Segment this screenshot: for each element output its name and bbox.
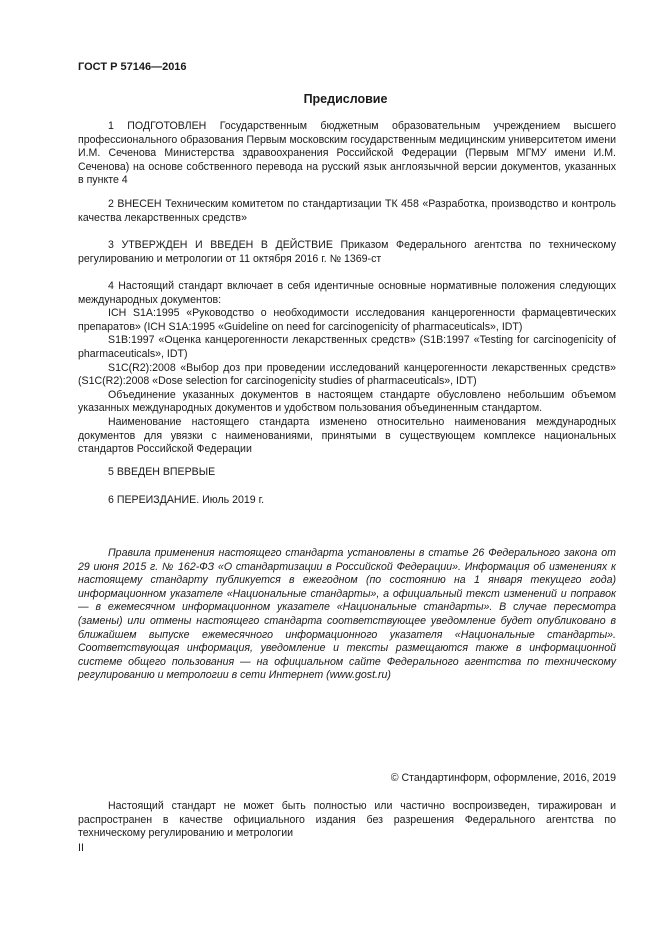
- section-4: [78, 280, 616, 457]
- rules-note: [78, 547, 616, 683]
- section-2: [78, 198, 616, 225]
- section-6: [78, 494, 616, 508]
- section-4-item-3: S1C(R2):2008 «Выбор доз при проведении исследований канцерогенности лекарственных средств» (S1C(R2):2008 «Dose selection for carcinogenicity studies of pharmaceuticals», IDT): [78, 361, 616, 388]
- rules-note-text: Правила применения настоящего стандарта установлены в статье 26 Федерального закона от 29 июня 2015 г. № 162-ФЗ «О стандартизации в Российской Федерации». Информация об изменениях к настоящему стандарту публикуется в ежегодном (по состоянию на 1 января текущего года) информационном указателе «Национальные стандарты», а официальный текст изменений и поправок — в ежемесячном информационном указателе «Национальные стандарты». В случае пересмотра (замены) или отмены настоящего стандарта соответствующее уведомление будет опубликовано в ближайшем выпуске ежемесячного информационного указателя «Национальные стандарты». Соответствующая информация, уведомление и тексты размещаются также в информационной системе общего пользования — на официальном сайте Федерального агентства по техническому регулированию и метрологии в сети Интернет (www.gost.ru): [78, 547, 616, 682]
- section-5: [78, 466, 616, 480]
- section-4-item-1: ICH S1A:1995 «Руководство о необходимости исследования канцерогенности фармацевтических препаратов» (ICH S1A:1995 «Guideline on need for carcinogenicity of pharmaceuticals», IDT): [78, 307, 616, 333]
- page-title: Предисловие: [303, 92, 388, 106]
- section-4-item-2: S1B:1997 «Оценка канцерогенности лекарственных средств» (S1B:1997 «Testing for carcinogenicity of pharmaceuticals», IDT): [78, 334, 616, 360]
- section-4-para-2: Наименование настоящего стандарта изменено относительно наименования международных документов для увязки с наименованиями, принятыми в существующем комплексе национальных стандартов Российской Федерации: [78, 415, 616, 456]
- section-5-text: 5 ВВЕДЕН ВПЕРВЫЕ: [108, 466, 216, 478]
- section-2-text: 2 ВНЕСЕН Техническим комитетом по стандартизации ТК 458 «Разработка, производство и контроль качества лекарственных средств»: [78, 198, 616, 224]
- document-id: ГОСТ Р 57146—2016: [78, 61, 187, 73]
- reproduction-note-text: Настоящий стандарт не может быть полностью или частично воспроизведен, тиражирован и распространен в качестве официального издания без разрешения Федерального агентства по техническому регулированию и метрологии: [78, 800, 616, 840]
- section-1: [78, 120, 616, 188]
- section-4-para-1: Объединение указанных документов в настоящем стандарте обусловлено небольшим объемом указанных международных документов и удобством пользования объединенным стандартом.: [78, 388, 616, 415]
- reproduction-note: [78, 800, 616, 841]
- copyright: © Стандартинформ, оформление, 2016, 2019: [390, 772, 616, 784]
- page-number: II: [78, 842, 84, 854]
- section-3-text: 3 УТВЕРЖДЕН И ВВЕДЕН В ДЕЙСТВИЕ Приказом Федерального агентства по техническому регулированию и метрологии от 11 октября 2016 г. № 1369-ст: [78, 239, 616, 265]
- section-1-text: 1 ПОДГОТОВЛЕН Государственным бюджетным образовательным учреждением высшего профессионального образования Первым московским государственным медицинским университетом имени И.М. Сеченова Министерства здравоохранения Российской Федерации (Первым МГМУ имени И.М. Сеченова) на основе собственного перевода на русский язык англоязычной версии документов, указанных в пункте 4: [78, 120, 616, 187]
- section-4-intro: 4 Настоящий стандарт включает в себя идентичные основные нормативные положения следующих международных документов:: [78, 280, 616, 306]
- section-3: [78, 239, 616, 266]
- section-6-text: 6 ПЕРЕИЗДАНИЕ. Июль 2019 г.: [108, 494, 265, 506]
